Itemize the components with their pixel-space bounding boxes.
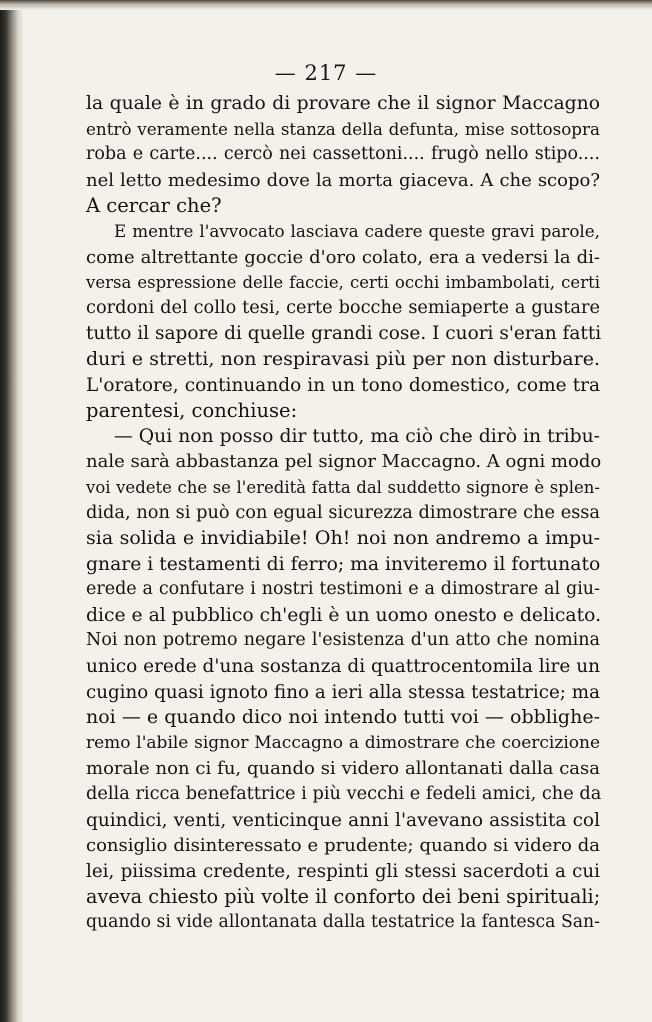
page-binding-edge (0, 0, 24, 1022)
text-line: la quale è in grado di provare che il signor Maccagno (86, 93, 600, 114)
text-line: morale non ci fu, quando si videro allontanati dalla casa (86, 758, 600, 780)
text-line: dida, non si può con egual sicurezza dimostrare che essa (86, 502, 600, 523)
text-line: cordoni del collo tesi, certe bocche semiaperte a gustare (86, 297, 600, 318)
text-line: versa espressione delle faccie, certi occhi imbambolati, certi (86, 273, 600, 293)
text-line: nale sarà abbastanza pel signor Maccagno. A ogni modo (86, 451, 602, 473)
text-line: quindici, venti, venticinque anni l'avevano assistita col (86, 809, 600, 831)
text-line: cugino quasi ignoto fino a ieri alla stessa testatrice; ma (86, 681, 600, 703)
text-line: voi vedete che se l'eredità fatta dal suddetto signore è splen- (86, 477, 600, 497)
text-line: entrò veramente nella stanza della defunta, mise sottosopra (86, 118, 600, 139)
text-line: A cercar che? (86, 194, 222, 218)
text-line: consiglio disinteressato e prudente; quando si videro da (86, 835, 600, 857)
text-line: dice e al pubblico ch'egli è un uomo onesto e delicato. (86, 604, 602, 626)
text-line: Noi non potremo negare l'esistenza d'un atto che nomina (86, 630, 600, 651)
body-text (86, 91, 600, 936)
page-top-edge (0, 0, 652, 10)
text-line: tutto il sapore di quelle grandi cose. I cuori s'eran fatti (86, 323, 602, 345)
paragraph-start-line: E mentre l'avvocato lasciava cadere queste gravi parole, (114, 220, 600, 241)
text-line: sia solida e invidiabile! Oh! noi non andremo a impu- (86, 527, 600, 550)
text-line: gnare i testamenti di ferro; ma inviteremo il fortunato (86, 553, 601, 575)
text-line: della ricca benefattrice i più vecchi e fedeli amici, che da (86, 784, 602, 805)
text-line: parentesi, conchiuse: (86, 399, 298, 423)
text-line: nel letto medesimo dove la morta giaceva. A che scopo? (86, 169, 600, 191)
text-line: quando si vide allontanata dalla testatrice la fantesca San- (86, 912, 600, 932)
text-line: remo l'abile signor Maccagno a dimostrare che coercizione (86, 732, 600, 753)
text-line: unico erede d'una sostanza di quattrocentomila lire un (86, 656, 601, 678)
text-line: roba e carte.... cercò nei cassettoni.... frugò nello stipo.... (86, 144, 600, 165)
text-line: noi — e quando dico noi intendo tutti voi — obblighe- (86, 706, 600, 729)
text-line: come altrettante goccie d'oro colato, era a vedersi la di- (86, 246, 600, 268)
text-line: aveva chiesto più volte il conforto dei beni spirituali; (86, 885, 601, 909)
page-number: — 217 — (274, 61, 378, 85)
text-line: erede a confutare i nostri testimoni e a dimostrare al giu- (86, 579, 600, 600)
paragraph-start-line: — Qui non posso dir tutto, ma ciò che dirò in tribu- (114, 425, 600, 447)
text-line: lei, piissima credente, respinti gli stessi sacerdoti a cui (86, 860, 600, 882)
text-line: L'oratore, continuando in un tono domestico, come tra (86, 374, 600, 396)
text-line: duri e stretti, non respiravasi più per non disturbare. (86, 347, 600, 370)
